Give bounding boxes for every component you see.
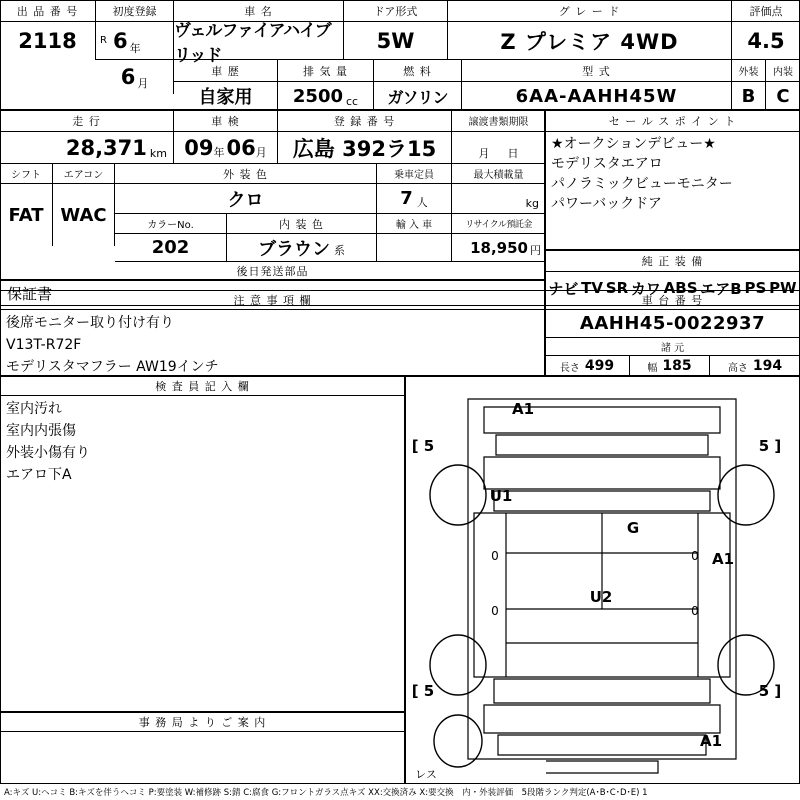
equipment-item: エアB xyxy=(700,279,742,298)
max-load-label-cell xyxy=(452,164,545,184)
import-cell xyxy=(377,234,452,262)
chassis-value: AAHH45-0022937 xyxy=(579,313,766,334)
ext-grade-label: 外装 xyxy=(738,67,759,78)
seats-label: 乗車定員 xyxy=(394,170,434,181)
sales-point-line: ★オークションデビュー★ xyxy=(551,136,716,152)
first-reg-year-cell xyxy=(96,22,174,60)
notes-list xyxy=(6,312,541,374)
int-color-suffix: 系 xyxy=(334,244,345,257)
first-reg-label: 初度登録 xyxy=(112,4,157,18)
notes-title-cell xyxy=(0,290,545,310)
car-name: ヴェルファイアハイブリッド xyxy=(174,20,331,66)
car-name-cell xyxy=(174,20,344,66)
office-title: 事 務 局 よ り ご 案 内 xyxy=(138,715,267,729)
seats-label-cell xyxy=(377,164,452,184)
color-no-label: カラーNo. xyxy=(147,220,194,231)
aircon-cell xyxy=(53,184,115,246)
history-label-cell xyxy=(174,60,278,82)
max-load-cell xyxy=(452,184,545,214)
damage-mark: 5 ] xyxy=(758,682,782,700)
inspector-line: エアロ下A xyxy=(6,467,72,483)
grade-cell xyxy=(448,22,732,60)
notes-line: モデリスタマフラー AW19インチ xyxy=(6,359,219,375)
fuel-label-cell xyxy=(374,60,462,82)
displacement-unit: cc xyxy=(346,95,359,108)
reg-no-value: 広島 392ラ15 xyxy=(292,136,437,161)
height-label: 高さ xyxy=(727,362,748,374)
first-reg-month-cell xyxy=(96,60,174,94)
damage-mark: A1 xyxy=(699,732,723,750)
damage-mark: 5 ] xyxy=(758,437,782,455)
later-parts-label: 後日発送部品 xyxy=(236,264,309,278)
displacement-value: 2500 xyxy=(292,85,343,107)
shift-label-cell xyxy=(0,164,53,184)
lot-no: 2118 xyxy=(18,29,77,53)
size-label: 諸 元 xyxy=(660,343,685,354)
int-grade-label-cell xyxy=(766,60,800,82)
door-value: 5W xyxy=(376,28,415,53)
score-label: 評価点 xyxy=(749,4,783,18)
shift-value: FAT xyxy=(8,204,44,226)
equipment-item: TV xyxy=(581,279,603,297)
mileage-cell xyxy=(0,132,174,164)
car-name-label: 車 名 xyxy=(244,4,273,18)
door-cell xyxy=(344,22,448,60)
equipment-item: SR xyxy=(605,279,629,297)
int-color-value: ブラウン xyxy=(258,238,330,260)
int-color-label-cell xyxy=(227,214,377,234)
history-label: 車 歴 xyxy=(211,64,240,78)
door-label: ドア形式 xyxy=(373,4,418,18)
equipment-item: PW xyxy=(769,279,797,297)
mileage-label: 走 行 xyxy=(72,114,101,128)
ext-grade-cell xyxy=(732,82,766,110)
reg-no-label-cell xyxy=(278,110,452,132)
width-value: 185 xyxy=(662,358,692,374)
ext-grade-label-cell xyxy=(732,60,766,82)
int-color-cell xyxy=(227,234,377,262)
equipment-title: 純 正 装 備 xyxy=(641,254,704,268)
diagram-zero: 0 xyxy=(691,549,699,563)
grade-label-cell xyxy=(448,0,732,22)
equipment-item: カワ xyxy=(630,279,661,298)
equipment-title-cell xyxy=(545,250,800,272)
length-label: 長さ xyxy=(559,362,580,374)
int-grade-value: C xyxy=(776,85,790,107)
inspector-title-cell xyxy=(0,376,405,396)
transfer-label: 譲渡書類期限 xyxy=(468,117,529,128)
history-value: 自家用 xyxy=(198,87,253,108)
sales-point-line: パノラミックビューモニター xyxy=(551,176,733,192)
sales-point-title-cell xyxy=(545,110,800,132)
office-title-cell xyxy=(0,712,405,732)
sales-point-line: モデリスタエアロ xyxy=(551,156,663,172)
color-no-value: 202 xyxy=(151,237,190,258)
import-label: 輸 入 車 xyxy=(395,220,433,231)
equipment-item: ABS xyxy=(663,279,698,297)
inspector-list xyxy=(6,398,401,498)
max-load-unit: kg xyxy=(525,197,539,210)
lot-label: 出 品 番 号 xyxy=(16,4,79,18)
damage-mark: レス xyxy=(415,768,437,781)
notes-line: 後席モニター取り付け有り xyxy=(6,315,174,331)
lot-label-cell xyxy=(0,0,96,22)
diagram-zero: 0 xyxy=(491,549,499,563)
mileage-unit: km xyxy=(149,147,167,160)
damage-mark: U1 xyxy=(489,487,513,505)
chassis-label: 車 台 番 号 xyxy=(641,293,704,307)
damage-mark: A1 xyxy=(511,400,535,418)
height-value: 194 xyxy=(752,358,783,374)
width-cell xyxy=(630,356,710,376)
first-reg-year: 6 xyxy=(112,28,128,53)
inspector-title: 検 査 員 記 入 欄 xyxy=(155,379,250,393)
aircon-label-cell xyxy=(53,164,115,184)
damage-mark: [ 5 xyxy=(411,437,435,455)
fuel-label: 燃 料 xyxy=(403,64,432,78)
transfer-month-label: 月 xyxy=(478,146,490,160)
door-label-cell xyxy=(344,0,448,22)
shift-cell xyxy=(0,184,53,246)
damage-mark: U2 xyxy=(589,588,613,606)
import-label-cell xyxy=(377,214,452,234)
damage-mark: A1 xyxy=(711,550,735,568)
transfer-label-cell xyxy=(452,110,545,132)
grade-label: グ レ ー ド xyxy=(558,4,621,18)
recycle-unit: 円 xyxy=(530,244,541,257)
footer-legend xyxy=(4,786,798,798)
grade-value: Z プレミア 4WD xyxy=(500,29,679,54)
model-code-cell xyxy=(462,82,732,110)
first-reg-label-cell xyxy=(96,0,174,22)
sales-point-list xyxy=(551,134,796,246)
score-value: 4.5 xyxy=(747,28,785,53)
ext-grade-value: B xyxy=(741,85,756,107)
model-code-label: 型 式 xyxy=(582,64,611,78)
inspection-month-unit: 月 xyxy=(255,146,267,159)
equipment-item: ナビ xyxy=(548,279,579,298)
recycle-value: 18,950 xyxy=(470,238,528,257)
displacement-label: 排 気 量 xyxy=(303,64,348,78)
recycle-label-cell xyxy=(452,214,545,234)
car-diagram-svg xyxy=(406,377,799,783)
reg-no-label: 登 録 番 号 xyxy=(333,114,396,128)
footer-legend-text: A:キズ U:ヘコミ B:キズを伴うヘコミ P:要塗装 W:補修跡 S:錆 C:腐食 G:フロントガラス点キズ XX:交換済み X:要交換 内・外装評価 5段階ランク判定(A･B･C･D･E) 1 xyxy=(4,788,648,798)
damage-mark: [ 5 xyxy=(411,682,435,700)
score-label-cell xyxy=(732,0,800,22)
mileage-value: 28,371 xyxy=(65,135,147,160)
history-cell xyxy=(174,82,278,110)
int-color-label: 内 装 色 xyxy=(279,217,324,231)
inspector-line: 室内汚れ xyxy=(6,401,62,417)
diagram-zero: 0 xyxy=(691,604,699,618)
color-no-label-cell xyxy=(115,214,227,234)
inspector-line: 外装小傷有り xyxy=(6,445,90,461)
aircon-value: WAC xyxy=(60,204,107,226)
color-no-cell xyxy=(115,234,227,262)
inspection-cell xyxy=(174,132,278,164)
displacement-cell xyxy=(278,82,374,110)
later-parts-label-cell xyxy=(0,262,545,280)
sales-point-line: パワーバックドア xyxy=(551,196,662,212)
chassis-label-cell xyxy=(545,290,800,310)
model-code-value: 6AA-AAHH45W xyxy=(515,85,678,107)
max-load-label: 最大積載量 xyxy=(473,170,524,181)
damage-mark: G xyxy=(626,519,640,537)
fuel-cell xyxy=(374,82,462,110)
seats-cell xyxy=(377,184,452,214)
warranty-value: 保証書 xyxy=(7,284,53,303)
length-cell xyxy=(545,356,630,376)
ext-color-label: 外 装 色 xyxy=(223,167,268,181)
sales-point-title: セ ー ル ス ポ イ ン ト xyxy=(608,114,737,128)
diagram-zero: 0 xyxy=(491,604,499,618)
length-value: 499 xyxy=(584,358,615,374)
mileage-label-cell xyxy=(0,110,174,132)
car-diagram-block xyxy=(405,376,800,784)
first-reg-year-unit: 年 xyxy=(129,42,141,55)
recycle-cell xyxy=(452,234,545,262)
notes-title: 注 意 事 項 欄 xyxy=(233,293,312,307)
notes-line: V13T-R72F xyxy=(6,337,82,353)
recycle-label: リサイクル預託金 xyxy=(465,220,532,230)
aircon-label: エアコン xyxy=(63,170,104,181)
width-label: 幅 xyxy=(647,362,658,374)
size-label-cell xyxy=(545,338,800,356)
int-grade-cell xyxy=(766,82,800,110)
score-cell xyxy=(732,22,800,60)
shift-label: シフト xyxy=(11,170,41,181)
ext-color-cell xyxy=(115,184,377,214)
first-reg-month: 6 xyxy=(120,65,136,89)
inspection-label-cell xyxy=(174,110,278,132)
int-grade-label: 内装 xyxy=(773,67,793,78)
transfer-cell xyxy=(452,132,545,164)
first-reg-month-unit: 月 xyxy=(137,77,149,90)
inspection-year: 09 xyxy=(184,135,214,160)
first-reg-era: R xyxy=(100,35,107,46)
transfer-day-label: 日 xyxy=(507,146,519,160)
reg-no-cell xyxy=(278,132,452,164)
displacement-label-cell xyxy=(278,60,374,82)
ext-color-value: クロ xyxy=(227,189,264,211)
height-cell xyxy=(710,356,800,376)
inspection-month: 06 xyxy=(226,135,256,160)
inspector-line: 室内内張傷 xyxy=(6,423,76,439)
seats-value: 7 xyxy=(400,188,413,209)
fuel-value: ガソリン xyxy=(387,87,448,107)
equipment-item: PS xyxy=(744,279,767,297)
lot-no-cell xyxy=(0,22,96,60)
seats-unit: 人 xyxy=(416,196,428,209)
inspection-label: 車 検 xyxy=(211,114,240,128)
inspection-year-unit: 年 xyxy=(213,146,225,159)
ext-color-label-cell xyxy=(115,164,377,184)
chassis-value-cell xyxy=(545,310,800,338)
model-code-label-cell xyxy=(462,60,732,82)
